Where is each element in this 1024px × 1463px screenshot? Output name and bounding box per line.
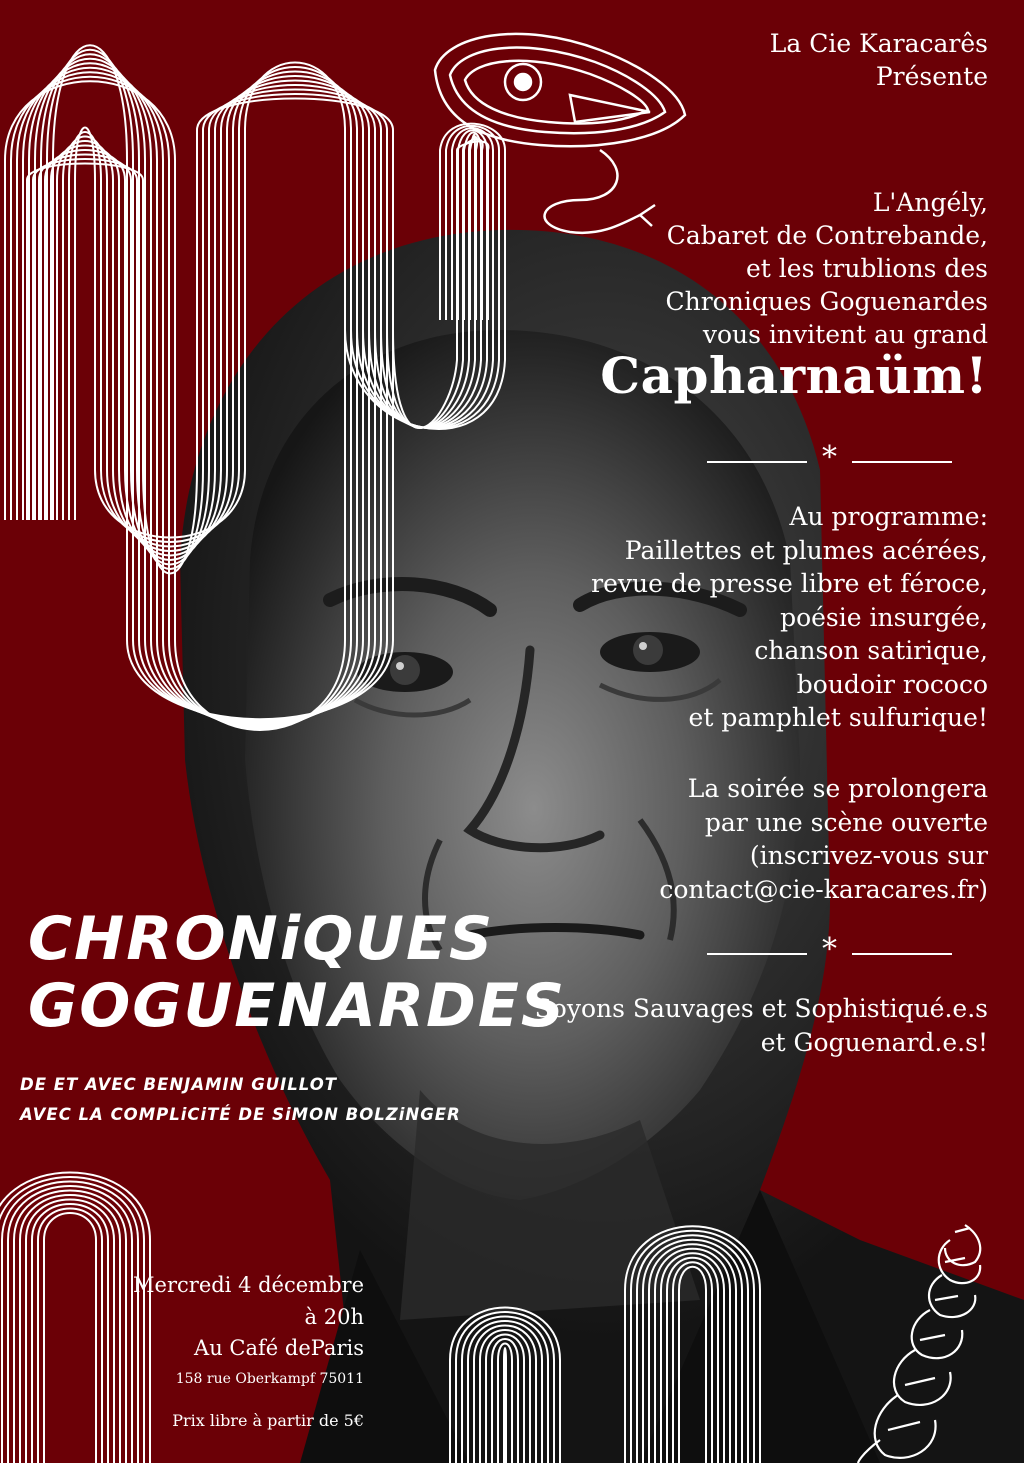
- open-stage-line: par une scène ouverte: [704, 807, 988, 837]
- program-line: et pamphlet sulfurique!: [688, 703, 988, 732]
- intro-line: Chroniques Goguenardes: [665, 287, 988, 316]
- program-line: poésie insurgée,: [780, 602, 988, 632]
- motto-block: [535, 992, 988, 1059]
- open-stage-line: La soirée se prolongera: [687, 774, 988, 803]
- separator: [707, 932, 952, 967]
- event-address: 158 rue Oberkampf 75011: [175, 1370, 364, 1387]
- show-title: [28, 906, 566, 1040]
- company-name: La Cie Karacarês: [769, 29, 988, 58]
- asterisk-icon: *: [822, 932, 837, 967]
- open-stage-block: [659, 772, 988, 906]
- program-line: revue de presse libre et féroce,: [591, 569, 988, 598]
- program-block: [591, 500, 988, 735]
- intro-line: vous invitent au grand: [702, 320, 988, 349]
- motto-line: et Goguenard.e.s!: [760, 1027, 988, 1057]
- asterisk-icon: *: [822, 440, 837, 475]
- show-title-line: CHRONiQUES: [28, 904, 495, 974]
- show-title-line: GOGUENARDES: [28, 971, 567, 1042]
- event-venue: Au Café deParis: [194, 1336, 364, 1360]
- program-line: chanson satirique,: [754, 636, 988, 665]
- intro-line: L'Angély,: [872, 188, 988, 217]
- event-price: Prix libre à partir de 5€: [172, 1410, 364, 1430]
- presents-label: Présente: [875, 61, 988, 91]
- credit-line: DE ET AVEC BENJAMIN GUILLOT: [20, 1075, 338, 1094]
- event-time: à 20h: [304, 1304, 364, 1329]
- contact-email[interactable]: contact@cie-karacares.fr): [659, 874, 988, 904]
- intro-line: et les trublions des: [745, 254, 988, 283]
- credits-block: [20, 1070, 461, 1129]
- motto-line: Soyons Sauvages et Sophistiqué.e.s: [534, 994, 988, 1023]
- event-info: [133, 1270, 364, 1430]
- presenter-block: [770, 28, 988, 93]
- intro-line: Cabaret de Contrebande,: [666, 221, 988, 250]
- credit-line: AVEC LA COMPLiCiTÉ DE SiMON BOLZiNGER: [20, 1104, 461, 1124]
- program-line: Paillettes et plumes acérées,: [624, 535, 988, 565]
- separator: [707, 440, 952, 475]
- program-line: boudoir rococo: [796, 669, 988, 699]
- event-date: Mercredi 4 décembre: [133, 1273, 364, 1297]
- open-stage-line: (inscrivez-vous sur: [749, 841, 988, 870]
- program-line: Au programme:: [789, 502, 988, 531]
- headline: Capharnaüm!: [600, 346, 988, 405]
- intro-block: [665, 186, 988, 351]
